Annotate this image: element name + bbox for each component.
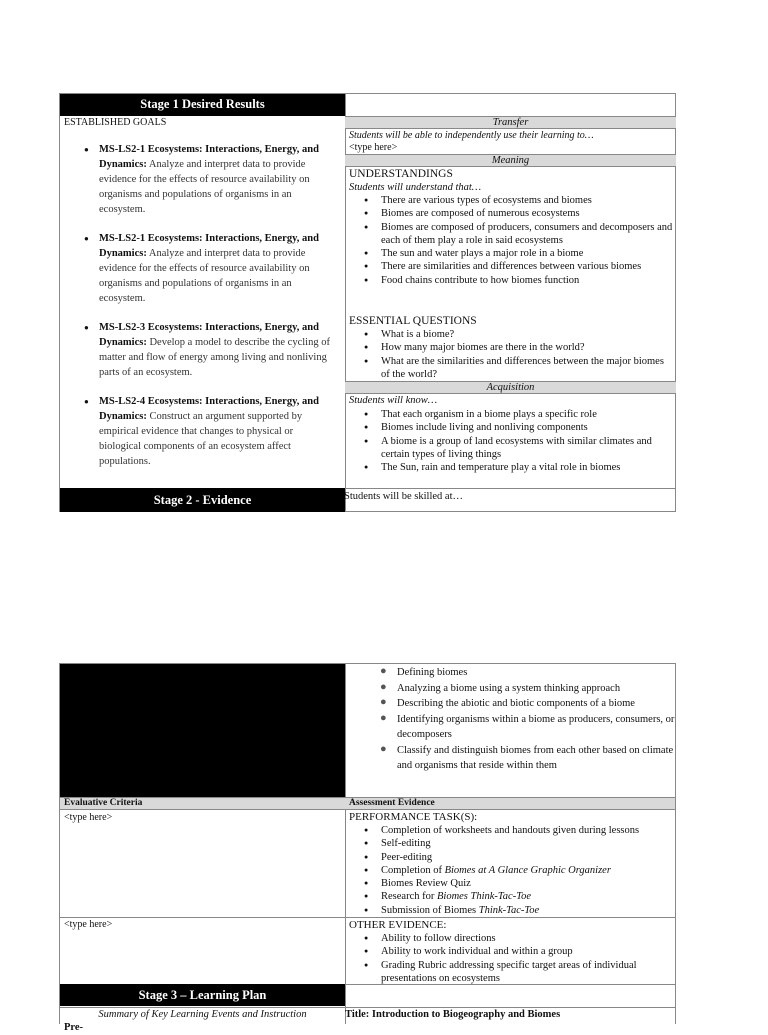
list-item: ● The Sun, rain and temperature play a vital role in biomes bbox=[345, 461, 675, 474]
stage3-title: Stage 3 – Learning Plan bbox=[60, 984, 345, 1006]
list-item: ● Biomes Review Quiz bbox=[345, 877, 675, 890]
list-item: ● Peer-editing bbox=[345, 851, 675, 864]
list-item: ● Ability to follow directions bbox=[345, 932, 675, 945]
goals-list bbox=[60, 142, 335, 483]
list-item: ● The sun and water plays a major role in a biome bbox=[345, 247, 675, 260]
performance-tasks-list bbox=[345, 824, 675, 917]
stage2-table bbox=[59, 663, 676, 1033]
transfer-text: Students will be able to independently use their learning to… bbox=[349, 130, 594, 141]
black-block bbox=[60, 664, 345, 797]
list-item: ● Grading Rubric addressing specific target areas of individual presentations on ecosystems bbox=[345, 959, 675, 986]
assessment-evidence-header: Assessment Evidence bbox=[349, 798, 435, 808]
list-item: ● Defining biomes bbox=[345, 665, 675, 681]
stage1-table bbox=[59, 93, 676, 512]
list-item: ● Biomes are composed of producers, consumers and decomposers and each of them play a role in said ecosystems bbox=[345, 221, 675, 248]
list-item: ● What is a biome? bbox=[345, 328, 675, 341]
list-item: ● What are the similarities and differences between the major biomes of the world? bbox=[345, 355, 675, 382]
list-item: ● Research for Biomes Think-Tac-Toe bbox=[345, 890, 675, 903]
list-item: ● Identifying organisms within a biome as producers, consumers, or decomposers bbox=[345, 712, 675, 743]
essential-questions-label: ESSENTIAL QUESTIONS bbox=[349, 315, 477, 327]
list-item: ● Food chains contribute to how biomes function bbox=[345, 274, 675, 287]
skilled-intro: Students will be skilled at… bbox=[344, 491, 463, 502]
know-list bbox=[345, 408, 675, 474]
goal-item: ● MS-LS2-1 Ecosystems: Interactions, Energy, and Dynamics: Analyze and interpret data to provide evidence for the effects of resource availability on organisms and populations of organisms in an ecosystem. bbox=[60, 231, 335, 306]
summary-label: Summary of Key Learning Events and Instruction bbox=[98, 1009, 307, 1020]
list-item: ● There are similarities and differences between various biomes bbox=[345, 260, 675, 273]
list-item: ● Completion of worksheets and handouts given during lessons bbox=[345, 824, 675, 837]
list-item: ● Submission of Biomes Think-Tac-Toe bbox=[345, 904, 675, 917]
list-item: ● There are various types of ecosystems and biomes bbox=[345, 194, 675, 207]
other-evidence-list bbox=[345, 932, 675, 985]
goal-item: ● MS-LS2-3 Ecosystems: Interactions, Energy, and Dynamics: Develop a model to describe the cycling of matter and flow of energy among living and nonliving parts of an ecosystem. bbox=[60, 320, 335, 380]
list-item: ● That each organism in a biome plays a specific role bbox=[345, 408, 675, 421]
goal-item: ● MS-LS2-4 Ecosystems: Interactions, Energy, and Dynamics: Construct an argument supported by empirical evidence that changes to physical or biological components of an ecosystem affect populations. bbox=[60, 394, 335, 469]
list-item: ● Biomes include living and nonliving components bbox=[345, 421, 675, 434]
list-item: ● Classify and distinguish biomes from each other based on climate and organisms that reside within them bbox=[345, 743, 675, 774]
list-item: ● Analyzing a biome using a system thinking approach bbox=[345, 681, 675, 697]
list-item: ● Biomes are composed of numerous ecosystems bbox=[345, 207, 675, 220]
established-goals-label: ESTABLISHED GOALS bbox=[64, 117, 167, 128]
acquisition-header: Acquisition bbox=[345, 381, 676, 394]
understandings-label: UNDERSTANDINGS bbox=[349, 168, 453, 180]
list-item: ● Ability to work individual and within a group bbox=[345, 945, 675, 958]
transfer-header: Transfer bbox=[345, 116, 676, 129]
stage2-title: Stage 2 - Evidence bbox=[60, 488, 345, 512]
essential-questions-list bbox=[345, 328, 675, 381]
performance-tasks-label: PERFORMANCE TASK(S): bbox=[349, 811, 478, 823]
lesson-title: Title: Introduction to Biogeography and Biomes bbox=[345, 1009, 561, 1020]
know-intro: Students will know… bbox=[349, 395, 438, 406]
list-item: ● Self-editing bbox=[345, 837, 675, 850]
understandings-intro: Students will understand that… bbox=[349, 182, 482, 193]
evaluative-placeholder-2[interactable]: <type here> bbox=[64, 919, 113, 930]
meaning-header: Meaning bbox=[345, 154, 676, 167]
list-item: ● Describing the abiotic and biotic components of a biome bbox=[345, 696, 675, 712]
other-evidence-label: OTHER EVIDENCE: bbox=[349, 919, 447, 931]
list-item: ● A biome is a group of land ecosystems with similar climates and certain types of living things bbox=[345, 435, 675, 462]
evaluative-placeholder-1[interactable]: <type here> bbox=[64, 812, 113, 823]
evaluative-criteria-header: Evaluative Criteria bbox=[64, 798, 143, 808]
stage1-title: Stage 1 Desired Results bbox=[60, 94, 345, 116]
transfer-placeholder[interactable]: <type here> bbox=[349, 142, 398, 153]
list-item: ● Completion of Biomes at A Glance Graphic Organizer bbox=[345, 864, 675, 877]
summary-cut: Pre- bbox=[64, 1022, 84, 1033]
understandings-list bbox=[345, 194, 675, 287]
goal-item: ● MS-LS2-1 Ecosystems: Interactions, Energy, and Dynamics: Analyze and interpret data to provide evidence for the effects of resource availability on organisms and populations of organisms in an ecosystem. bbox=[60, 142, 335, 217]
list-item: ● How many major biomes are there in the world? bbox=[345, 341, 675, 354]
skills-list bbox=[345, 665, 675, 774]
